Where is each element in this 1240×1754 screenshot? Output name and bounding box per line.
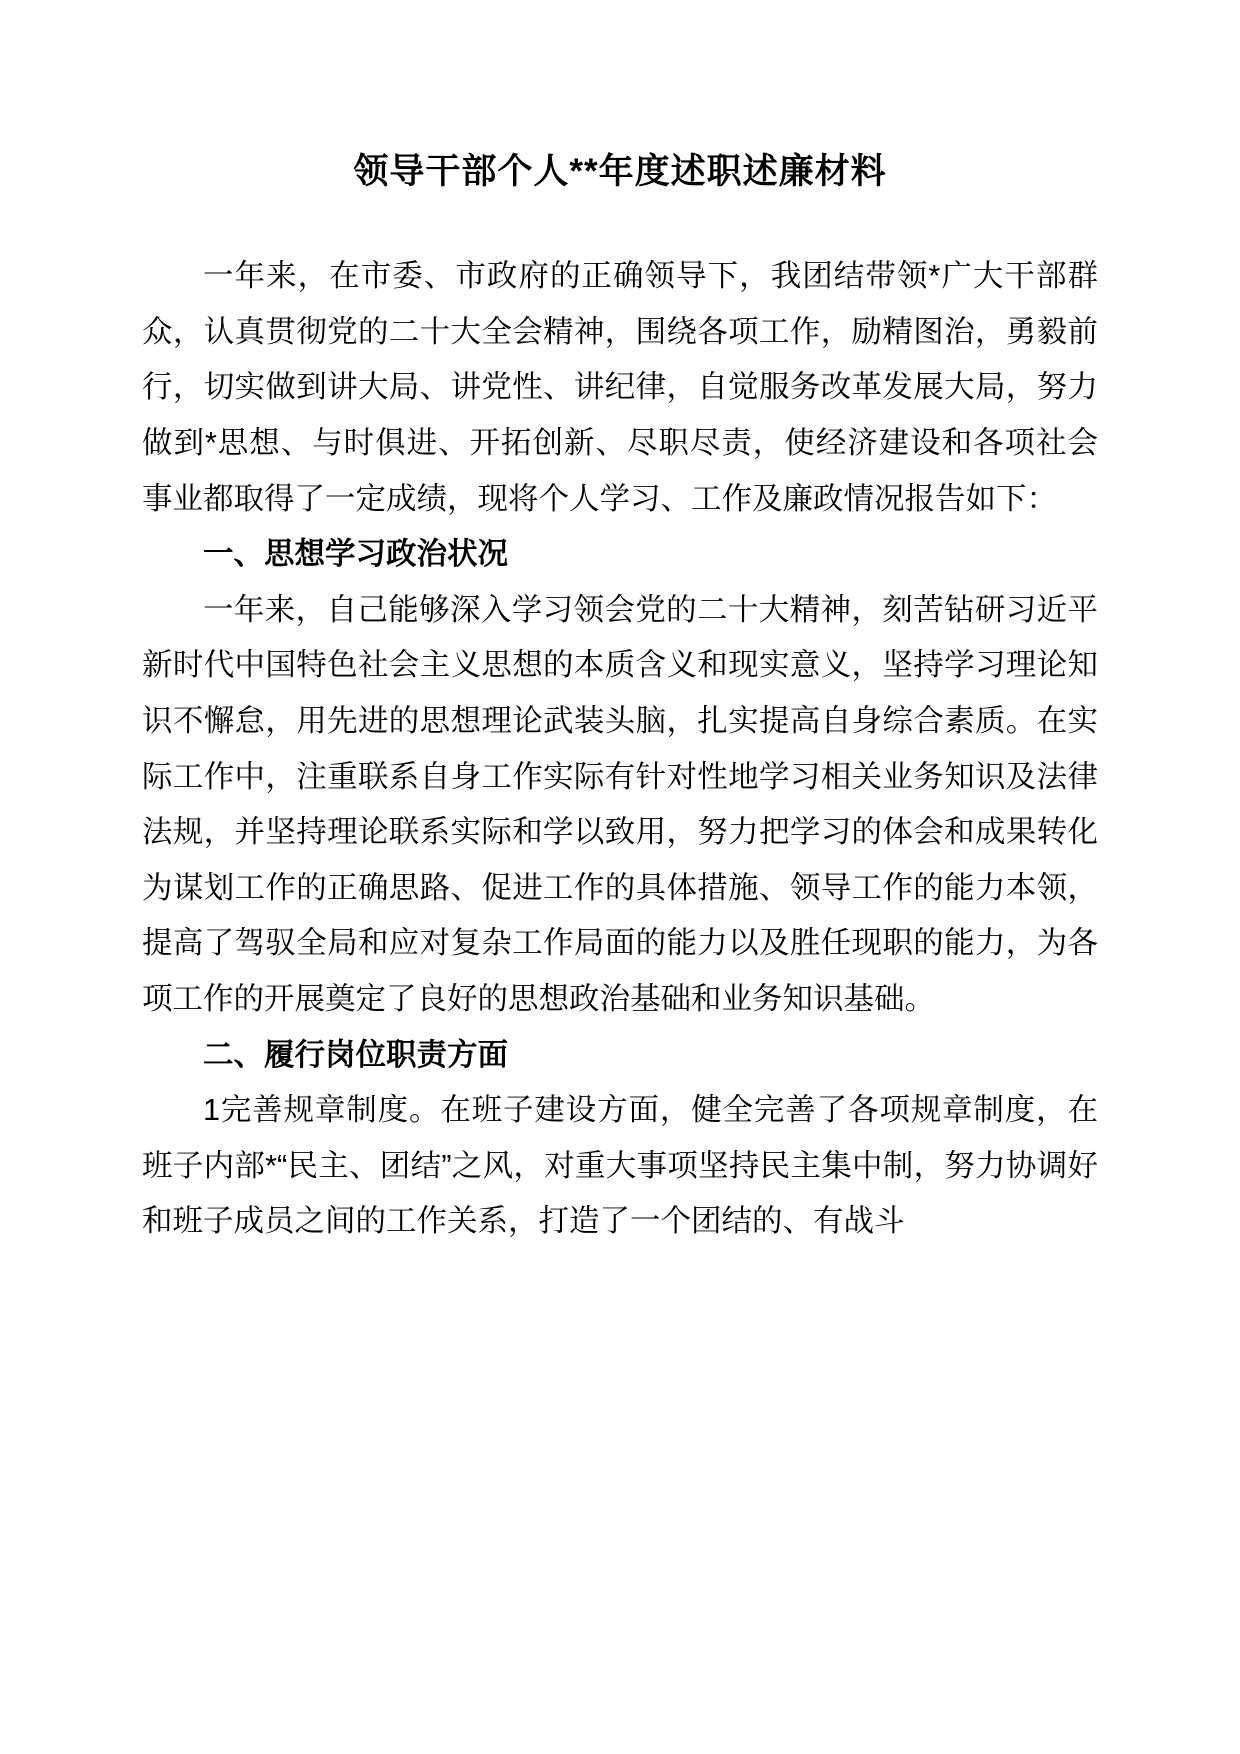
section-two-paragraph: 1完善规章制度。在班子建设方面，健全完善了各项规章制度，在班子内部*“民主、团结”之风，对重大事项坚持民主集中制，努力协调好和班子成员之间的工作关系，打造了一个团结的、有战斗	[142, 1093, 1098, 1239]
section-heading-one: 一、思想学习政治状况	[203, 537, 508, 572]
intro-paragraph: 一年来，在市委、市政府的正确领导下，我团结带领*广大干部群众，认真贯彻党的二十大全会精神，围绕各项工作，励精图治，勇毅前行，切实做到讲大局、讲党性、讲纪律，自觉服务改革发展大局，努力做到*思想、与时俱进、开拓创新、尽职尽责，使经济建设和各项社会事业都取得了一定成绩，现将个人学习、工作及廉政情况报告如下：	[142, 259, 1098, 516]
document-body	[142, 249, 1098, 1250]
page-title: 领导干部个人**年度述职述廉材料	[353, 152, 887, 191]
section-one-paragraph: 一年来，自己能够深入学习领会党的二十大精神，刻苦钻研习近平新时代中国特色社会主义思想的本质含义和现实意义，坚持学习理论知识不懈怠，用先进的思想理论武装头脑，扎实提高自身综合素质。在实际工作中，注重联系自身工作实际有针对性地学习相关业务知识及法律法规，并坚持理论联系实际和学以致用，努力把学习的体会和成果转化为谋划工作的正确思路、促进工作的具体措施、领导工作的能力本领，提高了驾驭全局和应对复杂工作局面的能力以及胜任现职的能力，为各项工作的开展奠定了良好的思想政治基础和业务知识基础。	[142, 592, 1098, 1016]
section-heading-two: 二、履行岗位职责方面	[203, 1037, 508, 1072]
document-content	[142, 0, 1098, 1250]
